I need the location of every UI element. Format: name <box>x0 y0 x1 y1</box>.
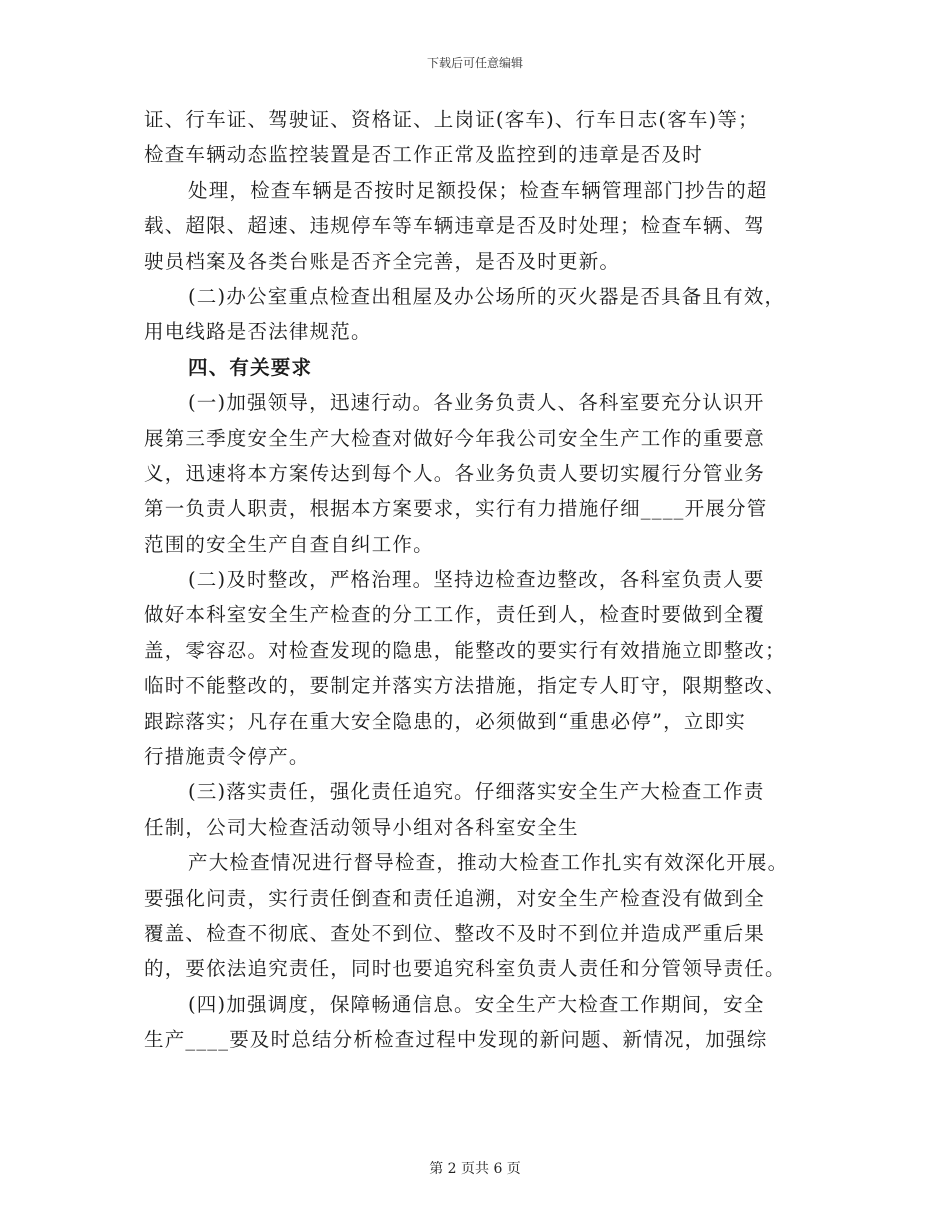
text-line: 义，迅速将本方案传达到每个人。各业务负责人要切实履行分管业务 <box>144 461 766 485</box>
text-line: (三)落实责任，强化责任追究。仔细落实安全生产大检查工作责 <box>188 780 765 804</box>
text-line: (二)及时整改，严格治理。坚持边检查边整改，各科室负责人要 <box>188 568 765 592</box>
text-line: 任制，公司大检查活动领导小组对各科室安全生 <box>144 815 579 839</box>
text-line: 第一负责人职责，根据本方案要求，实行有力措施仔细____开展分管 <box>144 497 768 521</box>
text-line: 的，要依法追究责任，同时也要追究科室负责人责任和分管领导责任。 <box>144 957 786 981</box>
text-line: 生产____要及时总结分析检查过程中发现的新问题、新情况，加强综 <box>144 1028 768 1052</box>
page-number-footer: 第 2 页共 6 页 <box>429 1161 521 1177</box>
text-line: 处理，检查车辆是否按时足额投保；检查车辆管理部门抄告的超 <box>188 178 768 202</box>
page-header-note: 下载后可任意编辑 <box>426 56 523 70</box>
text-line: 展第三季度安全生产大检查对做好今年我公司安全生产工作的重要意 <box>144 426 766 450</box>
text-line: 临时不能整改的，要制定并落实方法措施，指定专人盯守，限期整改、 <box>144 674 786 698</box>
text-line: (二)办公室重点检查出租屋及办公场所的灭火器是否具备且有效， <box>188 284 786 308</box>
text-line: 行措施责令停产。 <box>144 745 310 769</box>
text-line: 要强化问责，实行责任倒查和责任追溯，对安全生产检查没有做到全 <box>144 886 766 910</box>
document-body <box>144 102 816 1058</box>
text-line: 产大检查情况进行督导检查，推动大检查工作扎实有效深化开展。 <box>188 851 789 875</box>
text-line: 跟踪落实；凡存在重大安全隐患的，必须做到“重患必停”，立即实 <box>144 709 746 733</box>
text-line: 做好本科室安全生产检查的分工工作，责任到人，检查时要做到全覆 <box>144 603 766 627</box>
text-line: (四)加强调度，保障畅通信息。安全生产大检查工作期间，安全 <box>188 992 765 1016</box>
text-line: 证、行车证、驾驶证、资格证、上岗证(客车)、行车日志(客车)等； <box>144 108 759 131</box>
text-line: 载、超限、超速、违规停车等车辆违章是否及时处理；检查车辆、驾 <box>144 214 766 238</box>
section-heading: 四、有关要求 <box>188 355 313 379</box>
text-line: 范围的安全生产自查自纠工作。 <box>144 532 434 556</box>
text-line: 盖，零容忍。对检查发现的隐患，能整改的要实行有效措施立即整改； <box>144 638 786 662</box>
text-line: 用电线路是否法律规范。 <box>144 320 372 344</box>
text-line: 驶员档案及各类台账是否齐全完善，是否及时更新。 <box>144 249 621 273</box>
text-line: 覆盖、检查不彻底、查处不到位、整改不及时不到位并造成严重后果 <box>144 921 766 945</box>
text-line: 检查车辆动态监控装置是否工作正常及监控到的违章是否及时 <box>144 143 703 167</box>
text-line: (一)加强领导，迅速行动。各业务负责人、各科室要充分认识开 <box>188 391 765 415</box>
